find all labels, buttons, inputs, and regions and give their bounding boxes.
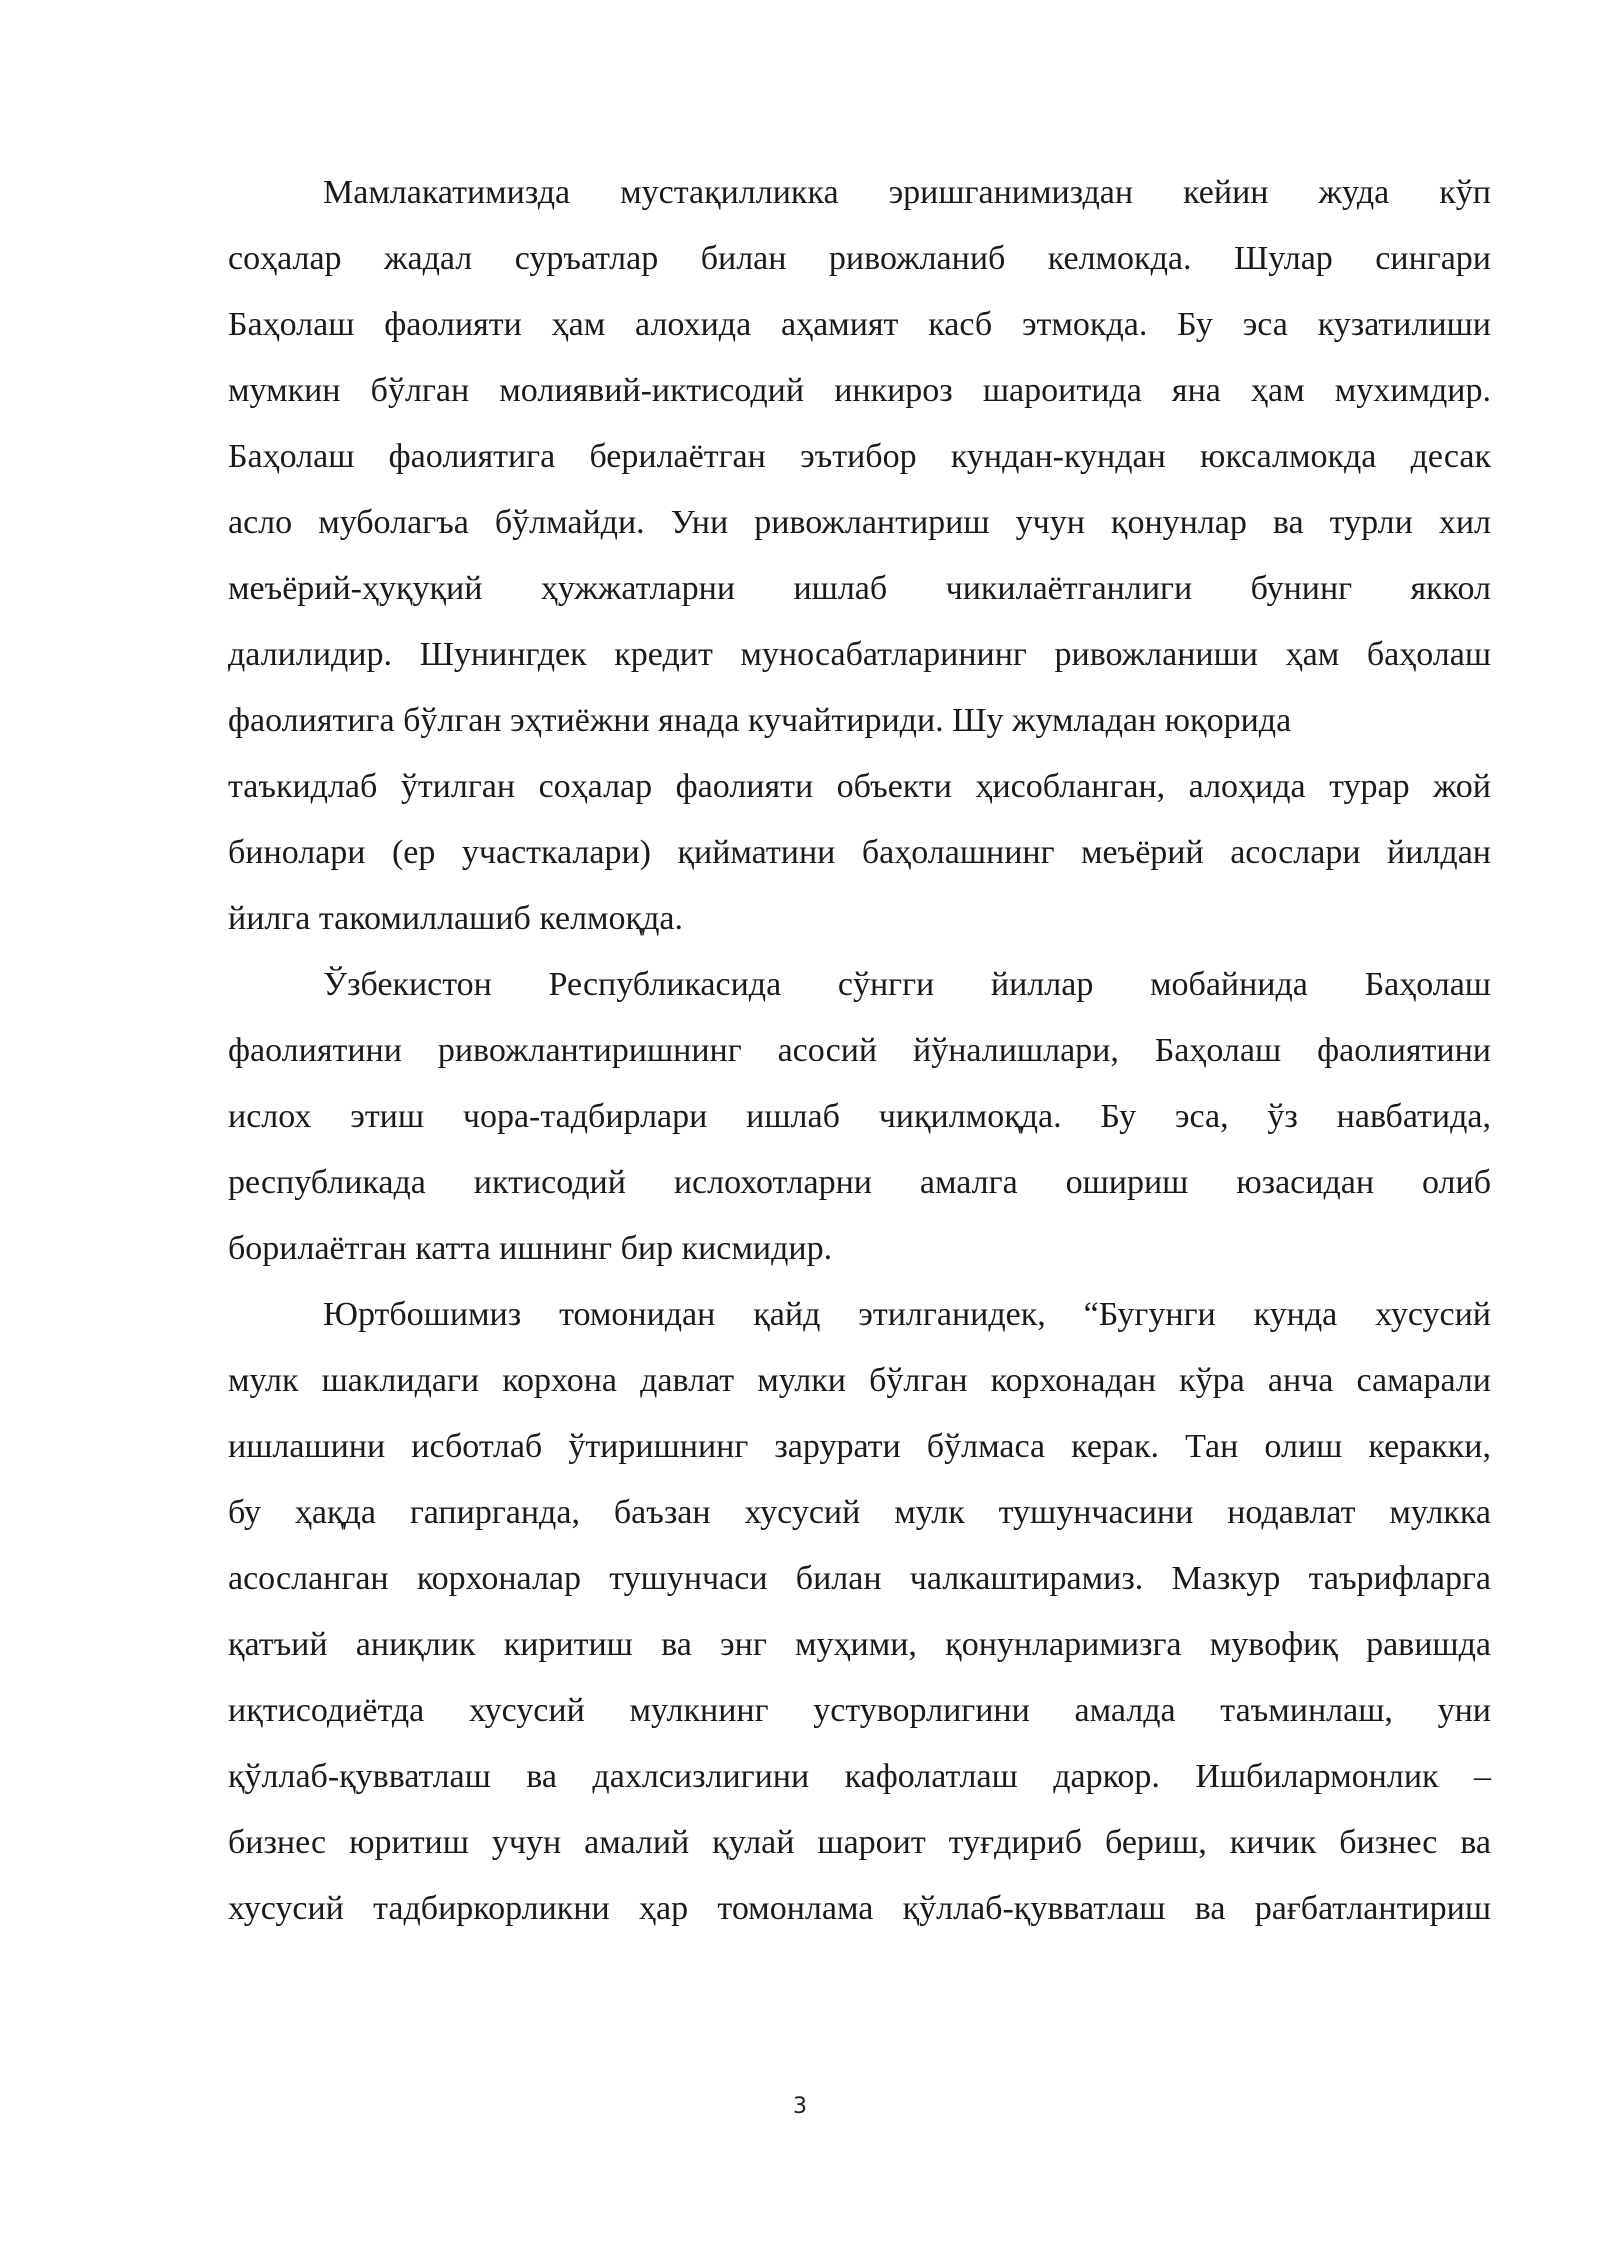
text-line: Ўзбекистон Республикасида сўнгги йиллар мобайнида Баҳолаш: [323, 966, 1491, 1003]
text-line: асосланган корхоналар тушунчаси билан чалкаштирамиз. Мазкур таърифларга: [228, 1560, 1491, 1597]
paragraph-3: [228, 1282, 1491, 1942]
text-line: фаолиятини ривожлантиришнинг асосий йўналишлари, Баҳолаш фаолиятини: [228, 1032, 1491, 1069]
text-line: соҳалар жадал суръатлар билан ривожланиб келмокда. Шулар сингари: [228, 240, 1491, 277]
paragraph-2: [228, 952, 1491, 1282]
page-number: 3: [793, 2094, 807, 2119]
text-line: далилидир. Шунингдек кредит муносабатларининг ривожланиши ҳам баҳолаш: [228, 636, 1491, 673]
text-line: қўллаб-қувватлаш ва дахлсизлигини кафолатлаш даркор. Ишбилармонлик –: [228, 1758, 1491, 1795]
text-line: республикада иктисодий ислохотларни амалга ошириш юзасидан олиб: [228, 1164, 1491, 1201]
text-line: асло муболагъа бўлмайди. Уни ривожлантириш учун қонунлар ва турли хил: [228, 504, 1491, 541]
text-line: иқтисодиётда хусусий мулкнинг устуворлигини амалда таъминлаш, уни: [228, 1692, 1491, 1729]
text-line: Баҳолаш фаолиятига берилаётган эътибор кундан-кундан юксалмокда десак: [228, 438, 1491, 475]
text-line: қатъий аниқлик киритиш ва энг муҳими, қонунларимизга мувофиқ равишда: [228, 1626, 1491, 1663]
text-line: йилга такомиллашиб келмоқда.: [228, 900, 683, 937]
text-line: бизнес юритиш учун амалий қулай шароит туғдириб бериш, кичик бизнес ва: [228, 1824, 1491, 1861]
text-line: хусусий тадбиркорликни ҳар томонлама қўллаб-қувватлаш ва рағбатлантириш: [228, 1890, 1491, 1927]
text-line: бу ҳақда гапирганда, баъзан хусусий мулк тушунчасини нодавлат мулкка: [228, 1494, 1491, 1531]
text-line: Юртбошимиз томонидан қайд этилганидек, “Бугунги кунда хусусий: [323, 1296, 1491, 1333]
text-line: бинолари (ер участкалари) қийматини баҳолашнинг меъёрий асослари йилдан: [228, 834, 1491, 871]
text-line: Баҳолаш фаолияти ҳам алохида аҳамият касб этмокда. Бу эса кузатилиши: [228, 306, 1491, 343]
body-text: [228, 160, 1491, 1942]
text-line: фаолиятига бўлган эҳтиёжни янада кучайтириди. Шу жумладан юқорида: [228, 702, 1292, 739]
text-line: ислох этиш чора-тадбирлари ишлаб чиқилмоқда. Бу эса, ўз навбатида,: [228, 1098, 1491, 1135]
text-line: мумкин бўлган молиявий-иктисодий инкироз шароитида яна ҳам мухимдир.: [228, 372, 1491, 409]
text-line: Мамлакатимизда мустақилликка эришганимиздан кейин жуда кўп: [323, 174, 1491, 211]
text-line: ишлашини исботлаб ўтиришнинг зарурати бўлмаса керак. Тан олиш керакки,: [228, 1428, 1491, 1465]
paragraph-1: [228, 160, 1491, 952]
text-line: таъкидлаб ўтилган соҳалар фаолияти объекти ҳисобланган, алоҳида турар жой: [228, 768, 1491, 805]
text-line: борилаётган катта ишнинг бир кисмидир.: [228, 1230, 833, 1267]
text-line: меъёрий-ҳуқуқий ҳужжатларни ишлаб чикилаётганлиги бунинг яккол: [228, 570, 1491, 607]
text-line: мулк шаклидаги корхона давлат мулки бўлган корхонадан кўра анча самарали: [228, 1362, 1491, 1399]
